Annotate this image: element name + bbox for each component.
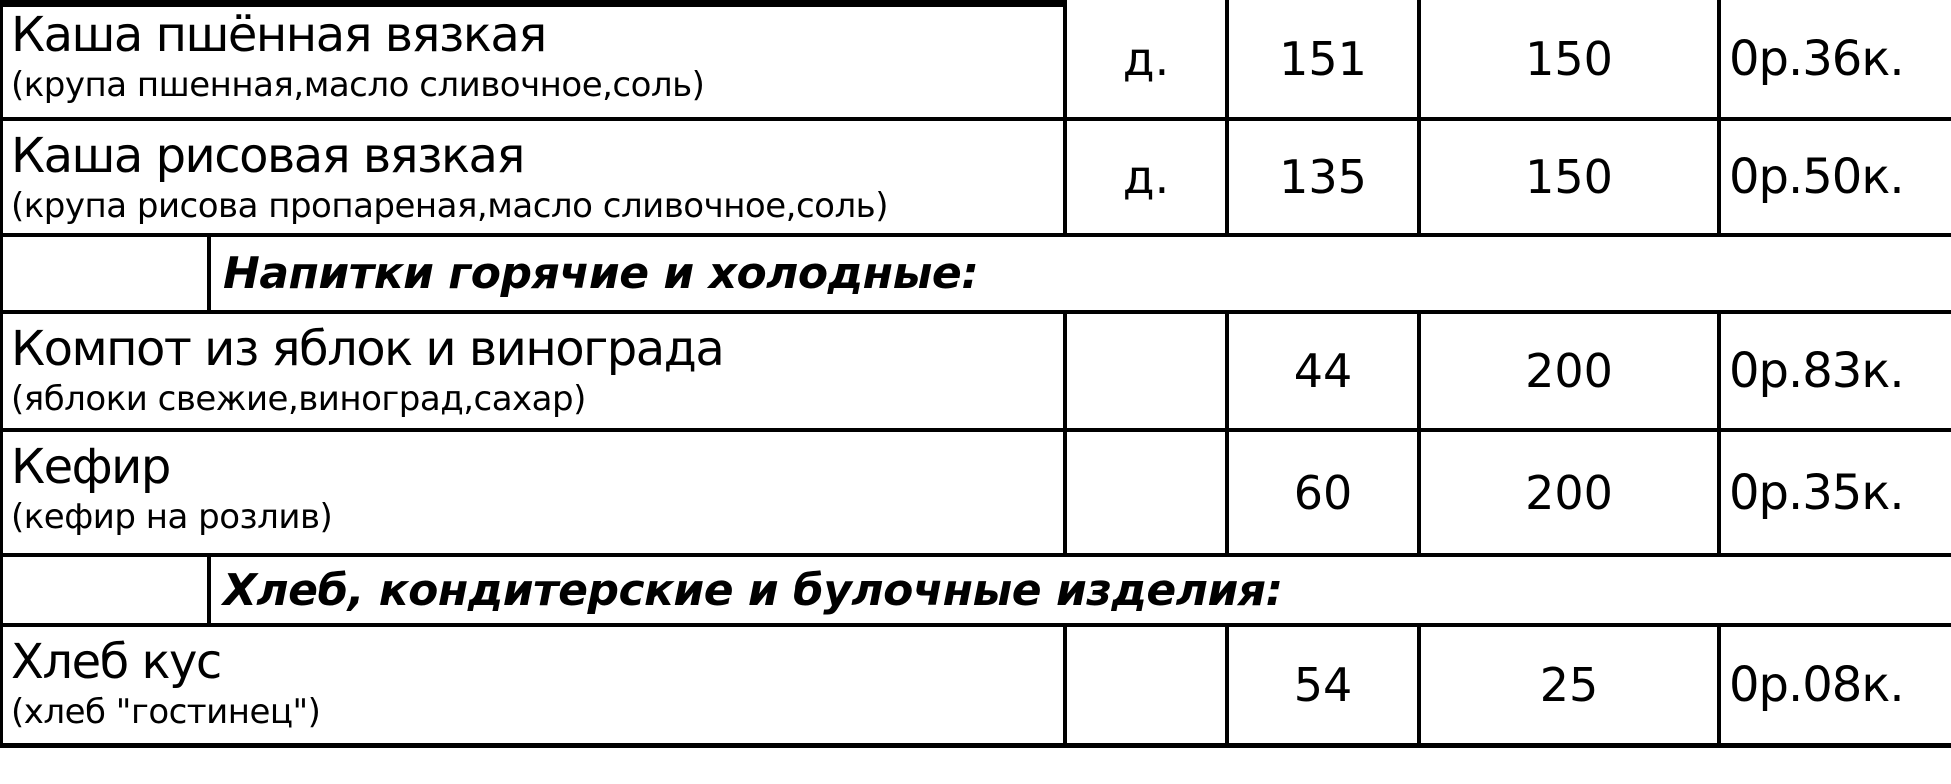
price-cell: 0р.50к. bbox=[1729, 149, 1904, 205]
dish-title: Компот из яблок и винограда bbox=[11, 321, 724, 377]
section-title: Хлеб, кондитерские и булочные изделия: bbox=[223, 564, 1283, 616]
price-cell: 0р.08к. bbox=[1729, 657, 1904, 713]
dish-title: Хлеб кус bbox=[11, 634, 221, 690]
table-top-border bbox=[0, 0, 1067, 7]
table-row bbox=[0, 0, 1951, 121]
portion-cell: д. bbox=[1067, 121, 1229, 233]
portion-cell bbox=[1067, 432, 1229, 553]
weight-cell: 150 bbox=[1421, 121, 1721, 233]
dish-title: Кефир bbox=[11, 439, 170, 495]
dish-title: Каша пшённая вязкая bbox=[11, 7, 546, 63]
dish-ingredients: (крупа рисова пропареная,масло сливочное,соль) bbox=[11, 186, 888, 226]
price-cell: 0р.35к. bbox=[1729, 464, 1904, 521]
section-spacer-cell bbox=[0, 237, 211, 310]
weight-cell: 200 bbox=[1421, 314, 1721, 428]
dish-name-cell bbox=[0, 627, 1067, 743]
dish-name-cell bbox=[0, 314, 1067, 428]
price-cell: 0р.83к. bbox=[1729, 343, 1904, 399]
number-cell: 54 bbox=[1229, 627, 1421, 743]
table-row bbox=[0, 627, 1951, 748]
table-row bbox=[0, 432, 1951, 557]
portion-cell: д. bbox=[1067, 0, 1229, 117]
number-cell: 135 bbox=[1229, 121, 1421, 233]
section-spacer-cell bbox=[0, 557, 211, 623]
weight-cell: 200 bbox=[1421, 432, 1721, 553]
table-row bbox=[0, 121, 1951, 237]
portion-cell bbox=[1067, 314, 1229, 428]
section-header-row bbox=[0, 557, 1951, 627]
dish-ingredients: (кефир на розлив) bbox=[11, 497, 333, 537]
price-cell: 0р.36к. bbox=[1729, 30, 1904, 87]
table-row bbox=[0, 314, 1951, 432]
section-header-row bbox=[0, 237, 1951, 314]
dish-ingredients: (яблоки свежие,виноград,сахар) bbox=[11, 379, 586, 419]
dish-ingredients: (крупа пшенная,масло сливочное,соль) bbox=[11, 65, 705, 105]
number-cell: 44 bbox=[1229, 314, 1421, 428]
dish-name-cell bbox=[0, 0, 1067, 117]
number-cell: 60 bbox=[1229, 432, 1421, 553]
number-cell: 151 bbox=[1229, 0, 1421, 117]
portion-cell bbox=[1067, 627, 1229, 743]
section-title: Напитки горячие и холодные: bbox=[223, 248, 979, 299]
dish-title: Каша рисовая вязкая bbox=[11, 128, 524, 184]
weight-cell: 25 bbox=[1421, 627, 1721, 743]
dish-ingredients: (хлеб "гостинец") bbox=[11, 692, 321, 732]
dish-name-cell bbox=[0, 121, 1067, 233]
dish-name-cell bbox=[0, 432, 1067, 553]
weight-cell: 150 bbox=[1421, 0, 1721, 117]
